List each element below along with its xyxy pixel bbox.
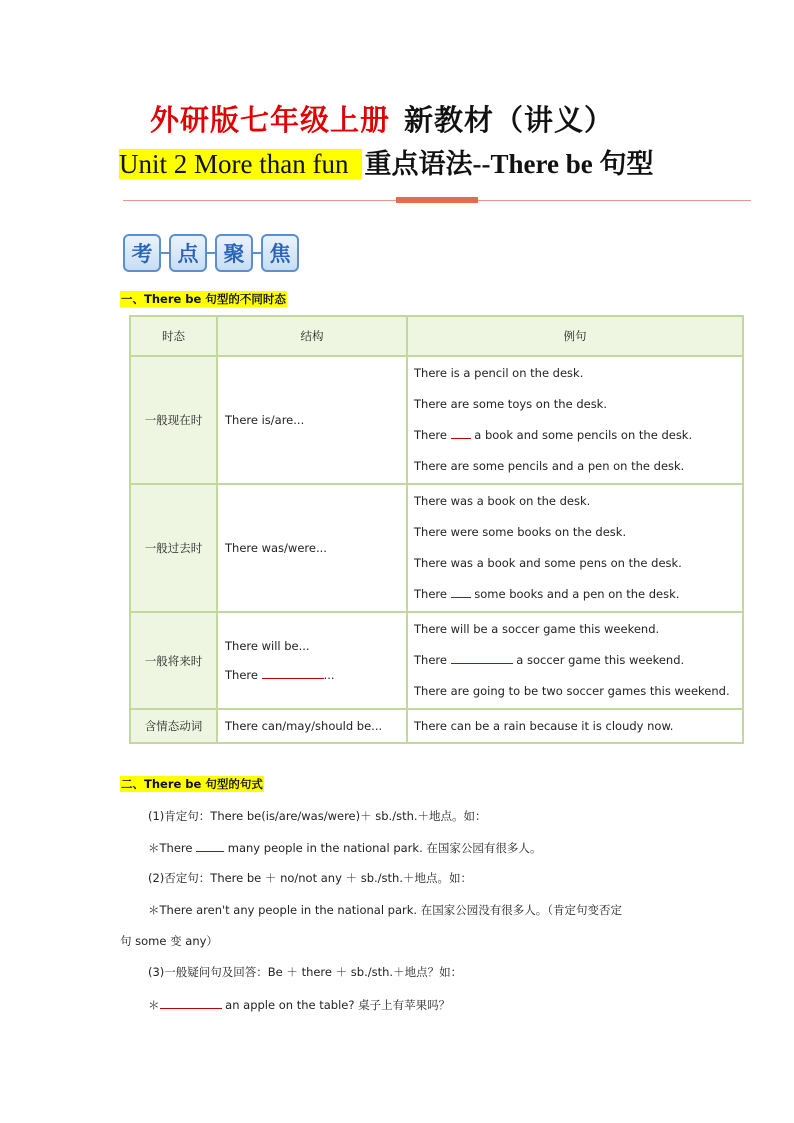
section2-title: 二、There be 句型的句式 [121,777,263,791]
structure-text: There will be... [225,638,310,653]
badge-connector [253,252,261,254]
blank-line [451,426,471,439]
badge-ju: 聚 [215,234,253,272]
example-sentence: There a soccer game this weekend. [414,653,685,667]
question-example: ＊ an apple on the table? 桌子上有苹果吗？ [148,998,451,1012]
divider-accent [396,197,478,203]
negative-example: ＊There aren't any people in the national park. 在国家公园没有很多人。（肯定句变否定 [148,903,622,917]
header-tense: 时态 [130,316,217,356]
example-sentence: There some books and a pen on the desk. [414,587,680,601]
header-example: 例句 [407,316,743,356]
tense-cell: 含情态动词 [130,709,217,743]
subtitle-highlight: Unit 2 More than fun [119,149,362,179]
document-subtitle [119,142,653,181]
focus-badges [123,231,299,275]
structure-text: There ... [225,667,335,682]
blank-line [451,585,471,598]
structure-cell [217,709,407,743]
subtitle-rest: 重点语法--There be 句型 [364,149,654,179]
table-row [130,709,743,743]
structure-text: There was/were... [225,540,327,555]
badge-jiao: 焦 [261,234,299,272]
structure-cell [217,612,407,709]
structure-text: There can/may/should be... [225,718,383,733]
badge-kao: 考 [123,234,161,272]
negative-example-continued: 句 some 变 any） [120,934,218,948]
tense-table [129,315,744,744]
affirmative-example: ＊There many people in the national park. 在国家公园有很多人。 [148,841,542,855]
example-cell [407,612,743,709]
title-red: 外研版七年级上册 [150,103,391,137]
table-row [130,484,743,612]
section1-title: 一、There be 句型的不同时态 [121,292,286,306]
tense-cell: 一般将来时 [130,612,217,709]
example-sentence: There can be a rain because it is cloudy now. [414,718,674,733]
header-structure: 结构 [217,316,407,356]
blank-line [160,996,222,1009]
example-sentence: There are some pencils and a pen on the desk. [414,459,685,473]
example-cell [407,709,743,743]
question-rule: (3)一般疑问句及回答：Be ＋ there ＋ sb./sth.＋地点？如： [148,965,463,979]
title-black: 新教材（讲义） [404,103,615,137]
example-sentence: There was a book and some pens on the desk. [414,556,682,570]
blank-line [196,839,224,852]
table-header-row [130,316,743,356]
badge-connector [161,252,169,254]
example-sentence: There will be a soccer game this weekend. [414,622,660,636]
tense-cell: 一般现在时 [130,356,217,484]
example-sentence: There were some books on the desk. [414,525,627,539]
example-sentence: There is a pencil on the desk. [414,366,584,380]
blank-line [262,666,324,679]
structure-cell [217,484,407,612]
affirmative-rule: (1)肯定句：There be(is/are/was/were)＋ sb./sth.＋地点。如： [148,809,487,823]
example-sentence: There a book and some pencils on the desk. [414,428,693,442]
table-row [130,356,743,484]
example-sentence: There was a book on the desk. [414,494,591,508]
example-cell [407,484,743,612]
negative-rule: (2)否定句：There be ＋ no/not any ＋ sb./sth.＋地点。如： [148,871,472,885]
example-sentence: There are some toys on the desk. [414,397,607,411]
blank-line [451,651,513,664]
structure-cell [217,356,407,484]
document-title [150,98,614,139]
table-row [130,612,743,709]
tense-cell: 一般过去时 [130,484,217,612]
structure-text: There is/are... [225,412,305,427]
badge-dian: 点 [169,234,207,272]
example-sentence: There are going to be two soccer games this weekend. [414,684,730,698]
badge-connector [207,252,215,254]
example-cell [407,356,743,484]
